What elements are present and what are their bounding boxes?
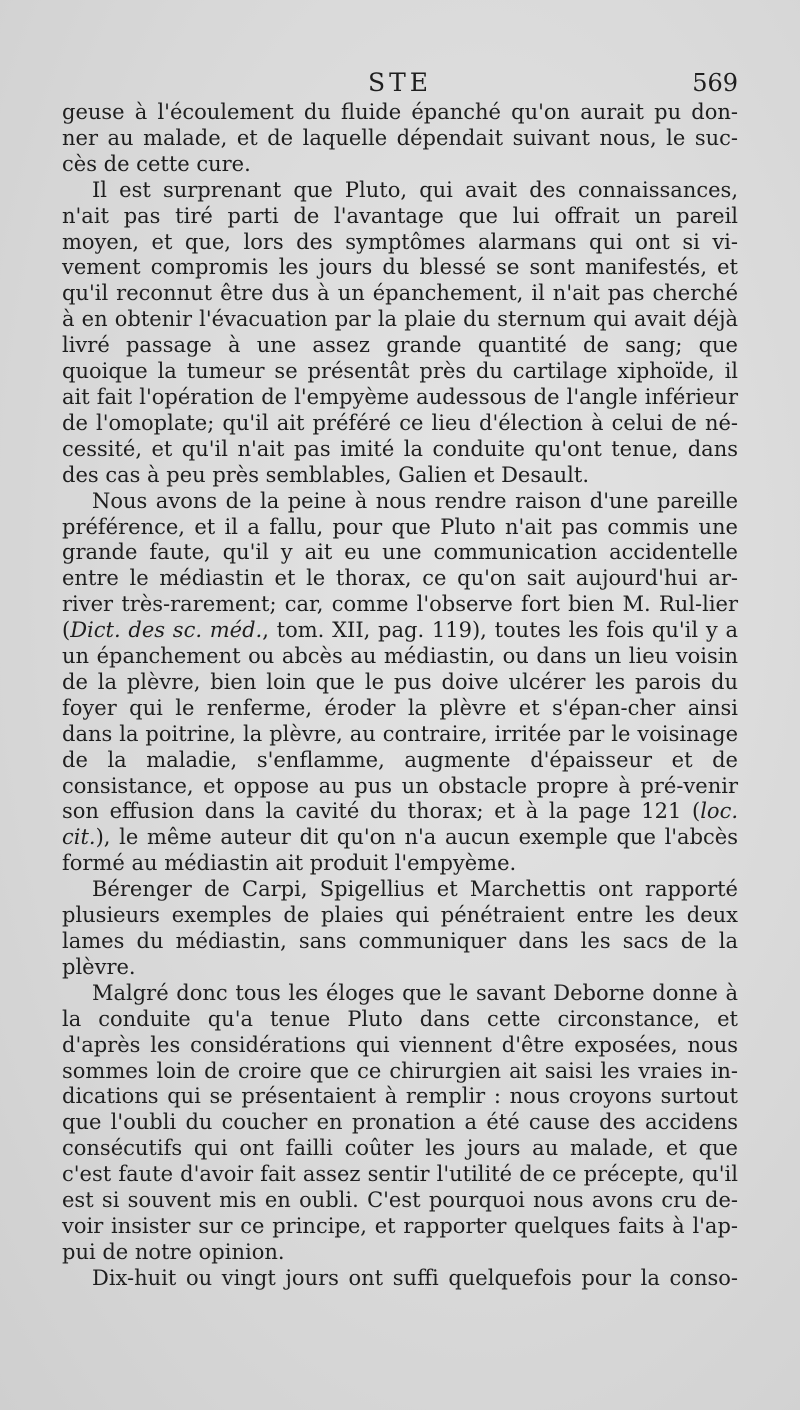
page-header: [62, 66, 738, 100]
body-text: [62, 100, 738, 1292]
paragraph-3-text-b: , tom. XII, pag. 119), toutes les fois qu'il y a un épanchement ou abcès au médiastin, ou dans un lieu voisin de la plèvre, bien loin que le pus doive ulcérer les parois du foyer qui le renferme, éroder la plèvre et s'épan-cher ainsi dans la poitrine, la plèvre, au contraire, irritée par le voisinage de la maladie, s'enflamme, augmente d'épaisseur et de consistance, et oppose au pus un obstacle propre à pré-venir son effusion dans la cavité du thorax; et à la page 121 (: [62, 618, 738, 824]
citation-loc-cit: loc. cit.: [62, 799, 738, 850]
paragraph-3-text-a: Nous avons de la peine à nous rendre raison d'une pareille préférence, et il a fallu, pour que Pluto n'ait pas commis une grande faute, qu'il y ait eu une communication accidentelle entre le médiastin et le thorax, ce qu'on sait aujourd'hui ar-river très-rarement; car, comme l'observe fort bien M. Rul-lier (: [62, 488, 738, 643]
running-head: STE: [367, 68, 433, 97]
paragraph-1: geuse à l'écoulement du fluide épanché qu'on aurait pu don-ner au malade, et de laquelle dépendait suivant nous, le suc-cès de cette cure.: [62, 100, 738, 176]
paragraph-3: [62, 489, 738, 878]
page-number: 569: [692, 69, 738, 97]
paragraph-5: Malgré donc tous les éloges que le savant Deborne donne à la conduite qu'a tenue Pluto dans cette circonstance, et d'après les considérations qui viennent d'être exposées, nous sommes loin de croire que ce chirurgien ait saisi les vraies in-dications qui se présentaient à remplir : nous croyons surtout que l'oubli du coucher en pronation a été cause des accidens consécutifs qui ont failli coûter les jours au malade, et que c'est faute d'avoir fait assez sentir l'utilité de ce précepte, qu'il est si souvent mis en oubli. C'est pourquoi nous avons cru de-voir insister sur ce principe, et rapporter quelques faits à l'ap-pui de notre opinion.: [62, 980, 738, 1264]
paragraph-3-text-c: ), le même auteur dit qu'on n'a aucun exemple que l'abcès formé au médiastin ait produit l'empyème.: [62, 825, 738, 876]
paragraph-4: Bérenger de Carpi, Spigellius et Marchettis ont rapporté plusieurs exemples de plaies qui pénétraient entre les deux lames du médiastin, sans communiquer dans les sacs de la plèvre.: [62, 877, 738, 979]
paragraph-6: Dix-huit ou vingt jours ont suffi quelquefois pour la conso-: [92, 1265, 738, 1290]
paragraph-2: Il est surprenant que Pluto, qui avait des connaissances, n'ait pas tiré parti de l'avantage que lui offrait un pareil moyen, et que, lors des symptômes alarmans qui ont si vi-vement compromis les jours du blessé se sont manifestés, et qu'il reconnut être dus à un épanchement, il n'ait pas cherché à en obtenir l'évacuation par la plaie du sternum qui avait déjà livré passage à une assez grande quantité de sang; que quoique la tumeur se présentât près du cartilage xiphoïde, il ait fait l'opération de l'empyème audessous de l'angle inférieur de l'omoplate; qu'il ait préféré ce lieu d'élection à celui de né-cessité, et qu'il n'ait pas imité la conduite qu'ont tenue, dans des cas à peu près semblables, Galien et Desault.: [62, 177, 738, 487]
book-page: [62, 66, 738, 1292]
citation-dict: Dict. des sc. méd.: [70, 618, 263, 643]
